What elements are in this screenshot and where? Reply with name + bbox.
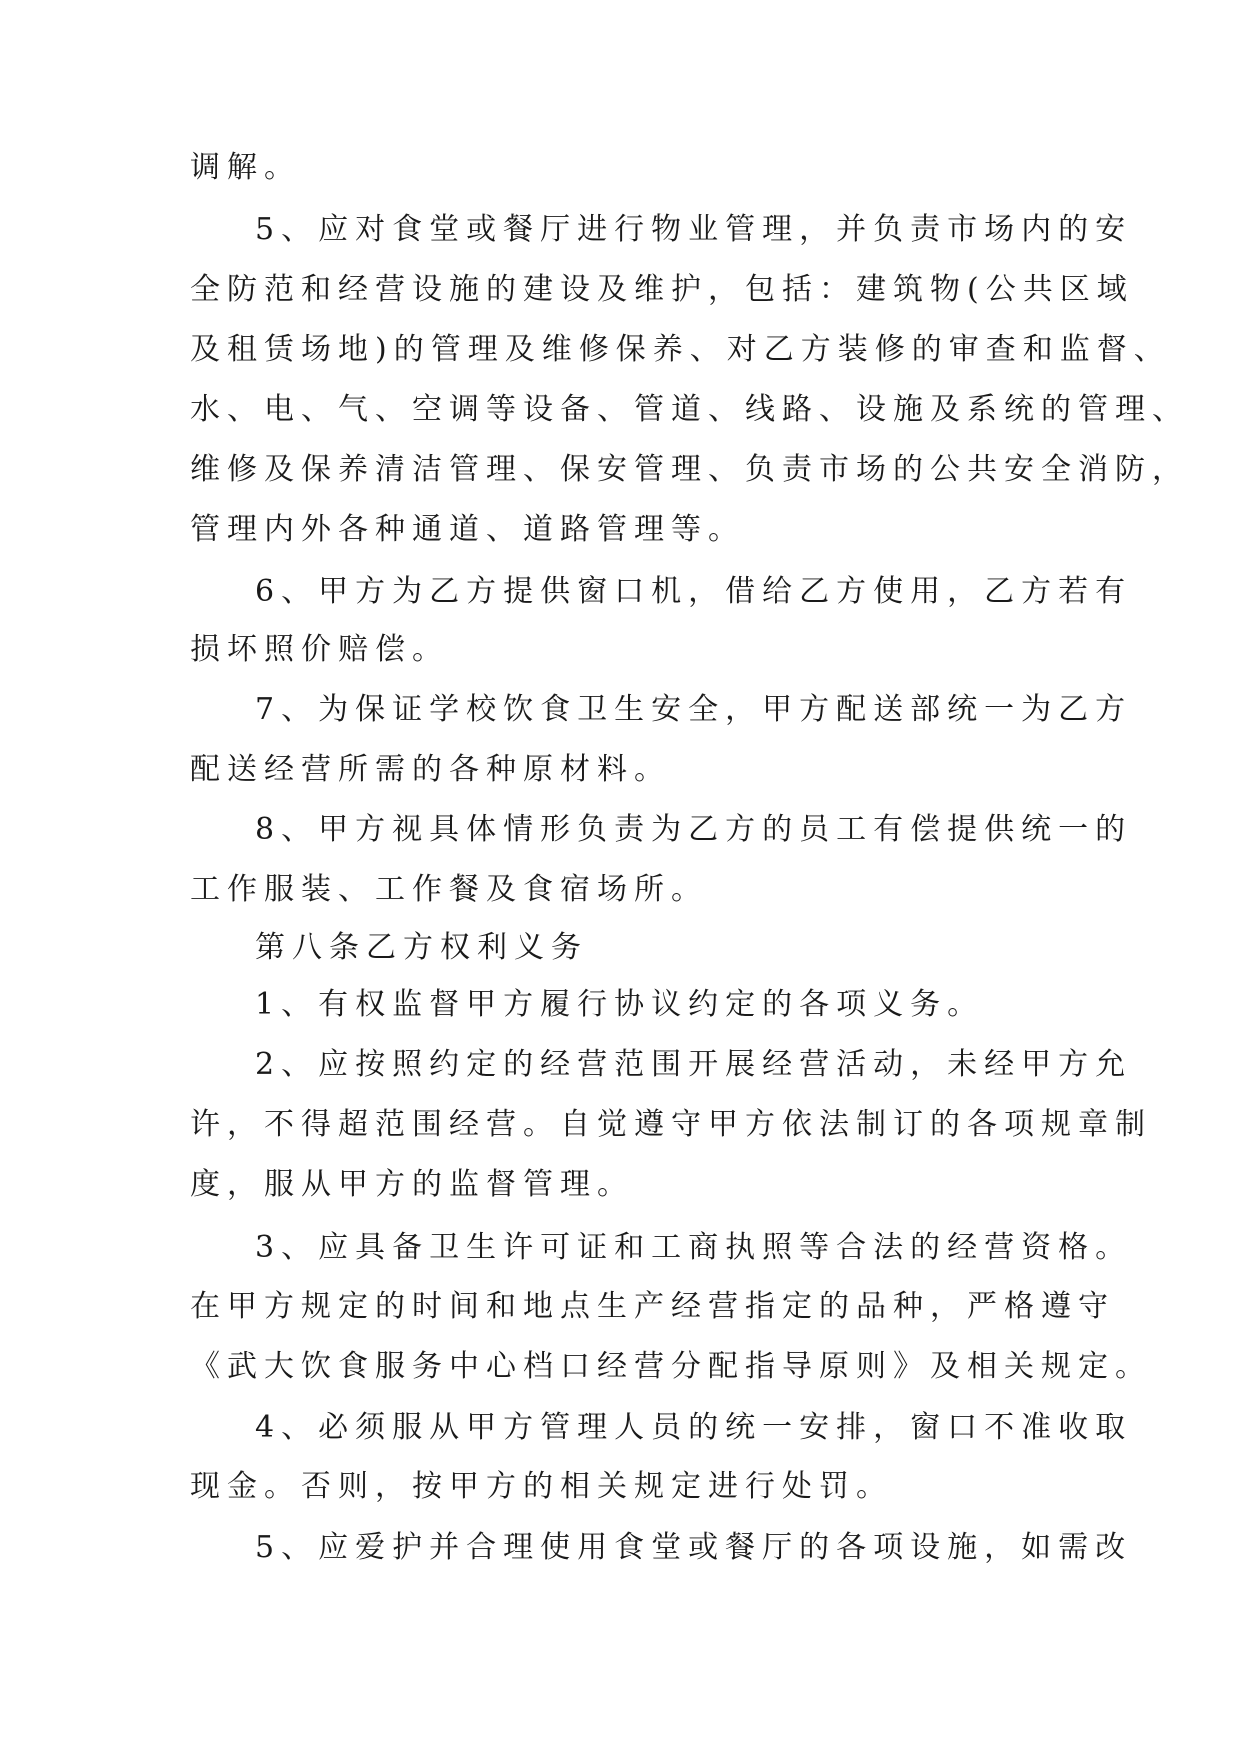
- text-line: 3、应具备卫生许可证和工商执照等合法的经营资格。: [255, 1230, 1133, 1265]
- text-line: 及租赁场地)的管理及维修保养、对乙方装修的审查和监督、: [190, 332, 1171, 367]
- text-line: 6、甲方为乙方提供窗口机，借给乙方使用，乙方若有: [255, 574, 1133, 609]
- text-line: 调解。: [190, 150, 301, 185]
- text-line: 全防范和经营设施的建设及维护，包括：建筑物(公共区域: [190, 272, 1134, 307]
- text-line: 工作服装、工作餐及食宿场所。: [190, 872, 708, 907]
- text-line: 配送经营所需的各种原材料。: [190, 752, 671, 787]
- text-line: 《武大饮食服务中心档口经营分配指导原则》及相关规定。: [190, 1349, 1152, 1384]
- text-line: 损坏照价赔偿。: [190, 632, 449, 667]
- text-line: 维修及保养清洁管理、保安管理、负责市场的公共安全消防，: [190, 452, 1189, 487]
- text-line: 度，服从甲方的监督管理。: [190, 1167, 634, 1202]
- text-line: 2、应按照约定的经营范围开展经营活动，未经甲方允: [255, 1047, 1133, 1082]
- text-line: 现金。否则，按甲方的相关规定进行处罚。: [190, 1469, 893, 1504]
- text-line: 管理内外各种通道、道路管理等。: [190, 512, 745, 547]
- text-line: 1、有权监督甲方履行协议约定的各项义务。: [255, 987, 985, 1022]
- text-line: 8、甲方视具体情形负责为乙方的员工有偿提供统一的: [255, 812, 1133, 847]
- text-line: 5、应对食堂或餐厅进行物业管理，并负责市场内的安: [255, 212, 1133, 247]
- text-line: 在甲方规定的时间和地点生产经营指定的品种，严格遵守: [190, 1289, 1115, 1324]
- text-line: 水、电、气、空调等设备、管道、线路、设施及系统的管理、: [190, 392, 1189, 427]
- text-line: 7、为保证学校饮食卫生安全，甲方配送部统一为乙方: [255, 692, 1133, 727]
- section-heading: 第八条乙方权利义务: [255, 930, 588, 965]
- text-line: 5、应爱护并合理使用食堂或餐厅的各项设施，如需改: [255, 1530, 1133, 1565]
- text-line: 4、必须服从甲方管理人员的统一安排，窗口不准收取: [255, 1410, 1133, 1445]
- text-line: 许，不得超范围经营。自觉遵守甲方依法制订的各项规章制: [190, 1107, 1152, 1142]
